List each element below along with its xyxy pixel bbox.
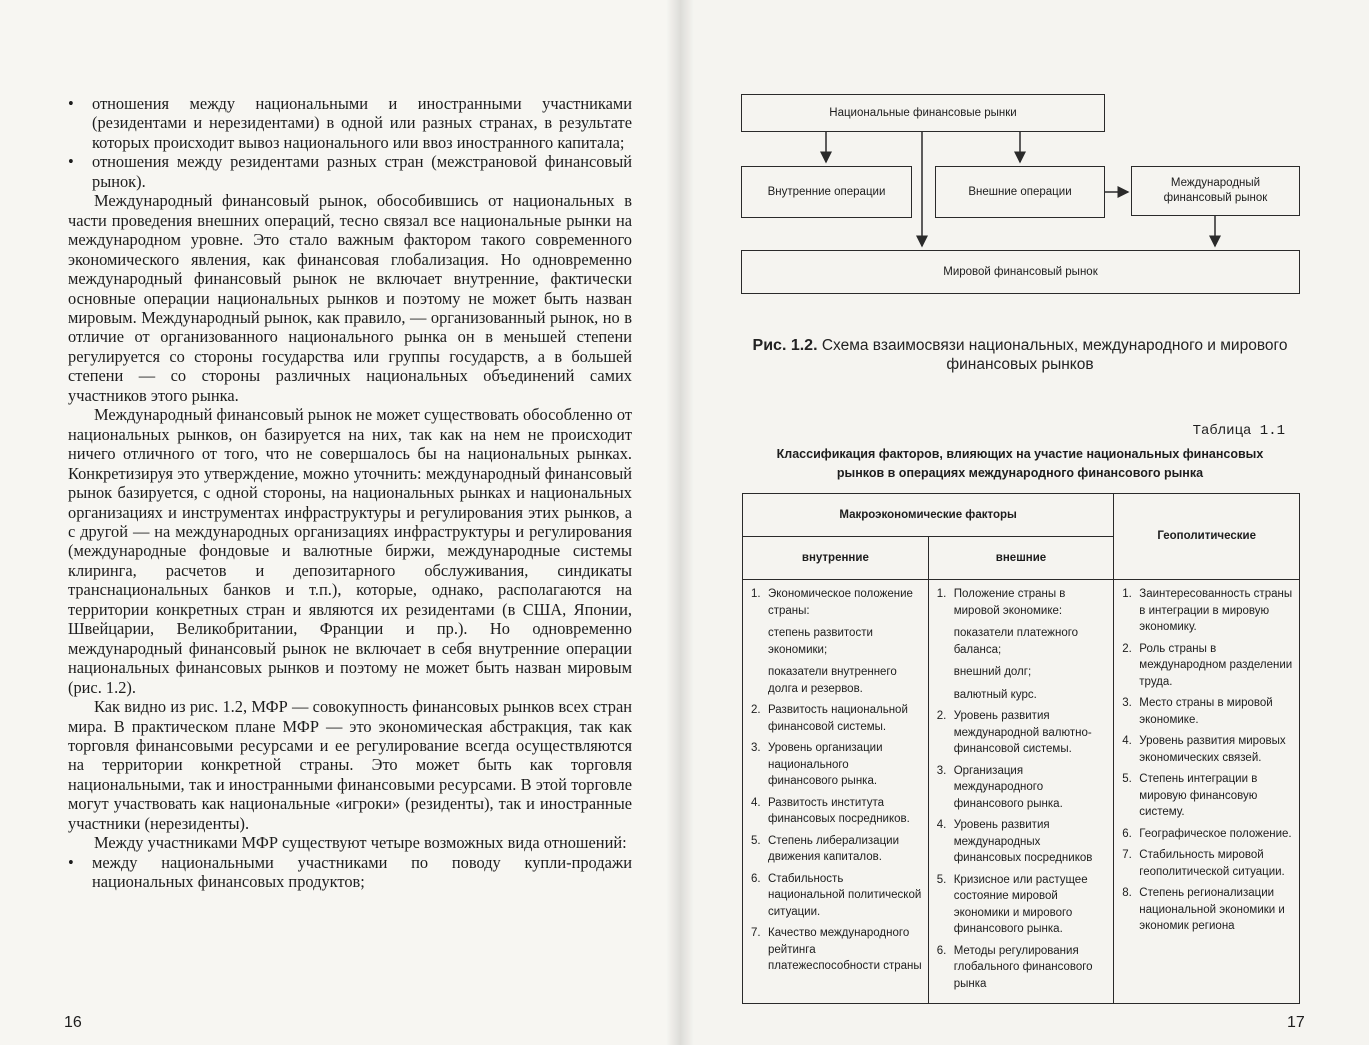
factor-text: Место страны в мировой экономике. [1139,697,1273,726]
factor-text: Развитость института финансовых посредников. [768,796,910,825]
factor-number: 4. [1122,735,1132,747]
box-world-market: Мировой финансовый рынок [741,250,1300,294]
factor-number: 5. [936,873,947,886]
factor-item [1122,847,1293,880]
bullet-dot: • [68,152,74,172]
table-title: Классификация факторов, влияющих на участие национальных финансовых рынков в операциях международного финансового рынка [776,447,1264,480]
factor-number: 7. [1122,849,1132,861]
factor-item [751,871,922,921]
caption-label: Рис. 1.2. [752,337,818,354]
cell-external-factors [928,580,1114,1004]
factor-number: 1. [751,588,761,600]
factor-number: 2. [1122,642,1132,655]
header-internal: внутренние [743,537,929,580]
factor-item [751,740,922,790]
factor-number: 6. [936,944,947,957]
factor-text: Уровень развития мировых экономических связей. [1139,735,1286,764]
header-external: внешние [928,537,1114,580]
cell-geo-factors [1114,580,1300,1004]
factor-item [937,586,1108,703]
factor-item [751,586,922,697]
table-label: Таблица 1.1 [1192,423,1285,439]
factor-text: Положение страны в мировой экономике: [953,588,1066,617]
bullet-dot: • [68,852,74,872]
factor-number: 1. [1122,588,1132,600]
paragraph-text: отношения между национальными и иностранными участниками (резидентами и нерезидентами) в одной или разных странах, в результате которых происходит вывоз национального или ввоз иностранного капитала; [92,94,632,152]
factor-item [937,763,1108,813]
box-external-operations: Внешние операции [935,166,1105,218]
factor-text: Роль страны в международном разделении труда. [1139,642,1293,688]
factor-text: Уровень развития международной валютно-финансовой системы. [953,710,1092,755]
factor-number: 8. [1122,887,1132,899]
box-national-markets: Национальные финансовые рынки [741,94,1105,132]
factor-text: Уровень развития международных финансовых посредников [953,819,1093,864]
factor-item [751,925,922,975]
factor-text: Экономическое положение страны: [768,588,913,617]
factor-number: 2. [751,704,761,716]
factor-number: 1. [936,588,947,600]
factor-item [937,943,1108,993]
factor-number: 3. [751,742,761,754]
text-paragraph [68,405,632,697]
paragraph-text: Международный финансовый рынок не может существовать обособленно от национальных рынков, он базируется на них, так как на нем не происходит ничего отличного от того, что не совершалось бы на национальных рынках. Конкретизируя это утверждение, можно уточнить: международный финансовый рынок базируется, с одной стороны, на национальных рынках и национальных организациях и инструментах инфраструктуры и регулирования этих рынков, а с другой — на международных организациях инфраструктуры и регулирования (международные фондовые и валютные биржи, международные системы клиринга, расчетов и депозитарного обслуживания, синдикаты транснациональных банков и т.п.), которые, однако, располагаются на территории конкретных стран и являются их резидентами (в США, Японии, Швейцарии, Великобритании, Франции и пр.). Но одновременно международный финансовый рынок не включает в себя внутренние операции национальных финансовых рынков и поэтому не может быть назван мировым (рис. 1.2). [68,405,632,697]
factor-number: 4. [751,796,761,809]
factor-number: 7. [751,927,761,939]
paragraph-text: Между участниками МФР существуют четыре возможных вида отношений: [94,833,627,853]
factor-item [1122,695,1293,728]
paragraph-text: между национальными участниками по поводу купли-продажи национальных финансовых продуктов; [92,852,632,892]
factor-text: Методы регулирования глобального финансового рынка [953,944,1093,990]
factor-text: Заинтересованность страны в интеграции в мировую экономику. [1139,588,1293,633]
factor-item [751,795,922,828]
factor-item [751,833,922,866]
factor-number: 3. [1122,697,1132,709]
header-geo: Геополитические [1114,494,1300,580]
paragraph-text: Как видно из рис. 1.2, МФР — совокупность финансовых рынков всех стран мира. В практическом плане МФР — это экономическая абстракция, так как торговля финансовыми ресурсами и ее регулирование всегда осуществляются на территории конкретной страны. Это может быть как торговля национальными, так и иностранными финансовыми ресурсами. В этой торговле могут участвовать как национальные «игроки» (резиденты), так и иностранные участники (нерезиденты). [68,697,632,833]
factor-text: Степень либерализации движения капиталов. [768,834,900,863]
bullet-paragraph [68,853,632,892]
text-paragraph [68,697,632,833]
factor-number: 2. [936,710,947,722]
factor-text: Кризисное или растущее состояние мировой экономики и мирового финансового рынка. [953,873,1088,935]
header-macro: Макроэкономические факторы [743,494,1114,537]
factor-item [751,702,922,735]
factor-text: Качество международного рейтинга платежеспособности страны [768,927,922,972]
paragraph-text: Международный финансовый рынок, обособившись от национальных в части проведения внешних операций, тесно связал все национальные рынки на международном уровне. Это стало важным фактором такого современного экономического явления, как финансовая глобализация. Но одновременно международный финансовый рынок не включает внутренние, фактически основные операции национальных рынков и поэтому не может быть назван мировым. Международный рынок, как правило, — организованный рынок, но в отличие от организованного национального рынка он в меньшей степени регулируется со стороны государства или группы государств, а в большей степени — со стороны различных национальных объединений самих участников этого рынка. [68,191,632,405]
factor-item [1122,885,1293,935]
factor-text: Степень регионализации национальной экономики и экономик региона [1139,887,1285,932]
factor-text: Стабильность национальной политической ситуации. [768,872,922,918]
factor-item [1122,826,1293,843]
box-international-market: Международный финансовый рынок [1131,166,1300,216]
factor-number: 5. [1122,773,1132,785]
factor-item [937,872,1108,938]
factor-subitem: внешний долг; [953,666,1032,678]
box-internal-operations: Внутренние операции [741,166,912,218]
factor-number: 6. [751,872,761,885]
factor-text: Географическое положение. [1139,827,1292,840]
factor-item [1122,771,1293,821]
factor-subitem: степень развитости экономики; [768,627,873,656]
factor-item [1122,586,1293,636]
page-number-left: 16 [64,1014,82,1031]
factor-subitem: показатели платежного баланса; [953,627,1079,656]
page-number-right: 17 [1287,1014,1305,1031]
bullet-dot: • [68,94,74,113]
factor-item [1122,733,1293,766]
figure-caption [730,336,1310,374]
factor-text: Уровень организации национального финансового рынка. [768,742,883,787]
factor-text: Организация международного финансового рынка. [953,764,1063,810]
factor-number: 4. [936,819,947,831]
caption-text: Схема взаимосвязи национальных, международного и мирового финансовых рынков [821,337,1288,373]
paragraph-text: отношения между резидентами разных стран (межстрановой финансовый рынок). [92,152,632,191]
factor-number: 5. [751,834,761,847]
text-paragraph [68,833,632,852]
factor-item [937,817,1108,867]
factor-text: Стабильность мировой геополитической ситуации. [1139,849,1285,878]
factor-number: 6. [1122,827,1132,840]
cell-internal-factors [743,580,929,1004]
factor-subitem: валютный курс. [953,688,1037,701]
factor-item [937,708,1108,758]
factor-subitem: показатели внутреннего долга и резервов. [768,666,897,695]
factor-item [1122,641,1293,691]
factor-number: 3. [936,764,947,777]
factor-text: Степень интеграции в мировую финансовую систему. [1139,773,1258,818]
factor-text: Развитость национальной финансовой системы. [768,704,908,733]
factors-table [742,493,1300,1004]
